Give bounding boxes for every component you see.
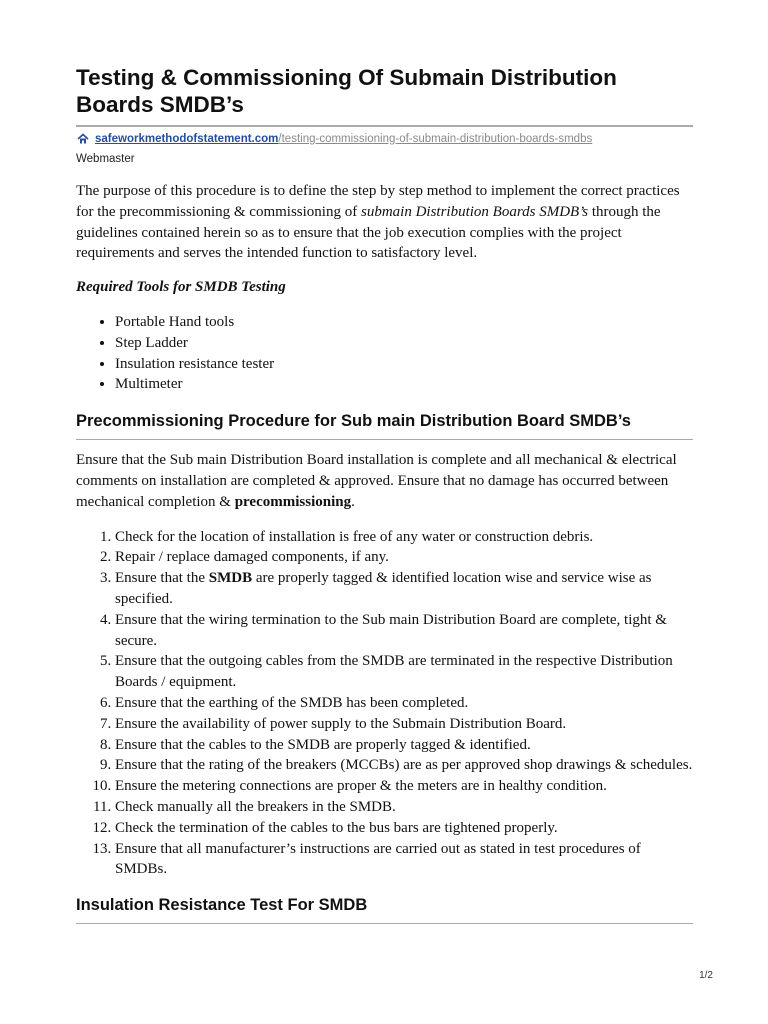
section-heading-insulation: Insulation Resistance Test For SMDB	[76, 896, 368, 915]
source-domain-link[interactable]: safeworkmethodofstatement.com	[95, 133, 279, 145]
document-page	[76, 64, 693, 924]
list-item: 12. Check the termination of the cables to the bus bars are tightened properly.	[115, 818, 693, 839]
intro-paragraph	[76, 181, 693, 264]
steps-list	[76, 527, 693, 881]
site-favicon-icon	[77, 133, 89, 145]
section-divider	[76, 439, 693, 440]
step-text-pre: Ensure that the	[115, 570, 209, 587]
list-item: 8. Ensure that the cables to the SMDB are properly tagged & identified.	[115, 735, 693, 756]
list-item: • Insulation resistance tester	[115, 354, 693, 375]
para-text-2: .	[351, 493, 355, 510]
list-item: 11. Check manually all the breakers in the SMDB.	[115, 797, 693, 818]
list-item: 6. Ensure that the earthing of the SMDB has been completed.	[115, 693, 693, 714]
list-item: • Multimeter	[115, 374, 693, 395]
list-item: 13. Ensure that all manufacturer’s instructions are carried out as stated in test procedures of SMDBs.	[115, 839, 693, 881]
list-item: 10. Ensure the metering connections are proper & the meters are in healthy condition.	[115, 776, 693, 797]
page-number: 1/2	[699, 970, 713, 981]
list-item: 9. Ensure that the rating of the breakers (MCCBs) are as per approved shop drawings & schedules.	[115, 755, 693, 776]
intro-text-2: through the guidelines contained herein so as to ensure that the job execution complies with the project requirements and serves the intended function to satisfactory level.	[76, 203, 661, 262]
list-item: 5. Ensure that the outgoing cables from the SMDB are terminated in the respective Distribution Boards / equipment.	[115, 651, 693, 693]
author-name: Webmaster	[76, 153, 135, 165]
tools-heading: Required Tools for SMDB Testing	[76, 279, 286, 296]
section-divider	[76, 923, 693, 924]
intro-italic: submain Distribution Boards SMDB’s	[360, 203, 589, 220]
list-item: 1. Check for the location of installation is free of any water or construction debris.	[115, 527, 693, 548]
list-item: 7. Ensure the availability of power supply to the Submain Distribution Board.	[115, 714, 693, 735]
para-text-1: Ensure that the Sub main Distribution Board installation is complete and all mechanical & electrical comments on installation are completed & approved. Ensure that no damage has occurred between mechanical completion &	[76, 452, 677, 510]
para-bold: precommissioning	[234, 493, 352, 510]
source-path-link[interactable]: /testing-commissioning-of-submain-distribution-boards-smdbs	[278, 133, 593, 145]
section-heading-precommissioning: Precommissioning Procedure for Sub main Distribution Board SMDB’s	[76, 412, 631, 431]
step-text-post: are properly tagged & identified location wise and service wise as specified.	[115, 570, 652, 607]
list-item: • Step Ladder	[115, 333, 693, 354]
list-item	[115, 568, 693, 610]
list-item: • Portable Hand tools	[115, 312, 693, 333]
intro-text-1: The purpose of this procedure is to define the step by step method to implement the correct practices for the precommissioning & commissioning of	[76, 183, 680, 220]
list-item: 2. Repair / replace damaged components, if any.	[115, 547, 693, 568]
page-title: Testing & Commissioning Of Submain Distribution Boards SMDB’s	[76, 65, 617, 117]
step-text-bold: SMDB	[208, 570, 253, 587]
source-link-row[interactable]	[76, 131, 693, 147]
title-divider	[76, 125, 693, 127]
precommissioning-paragraph	[76, 450, 693, 512]
tools-list	[76, 312, 693, 395]
list-item: 4. Ensure that the wiring termination to the Sub main Distribution Board are complete, tight & secure.	[115, 610, 693, 652]
